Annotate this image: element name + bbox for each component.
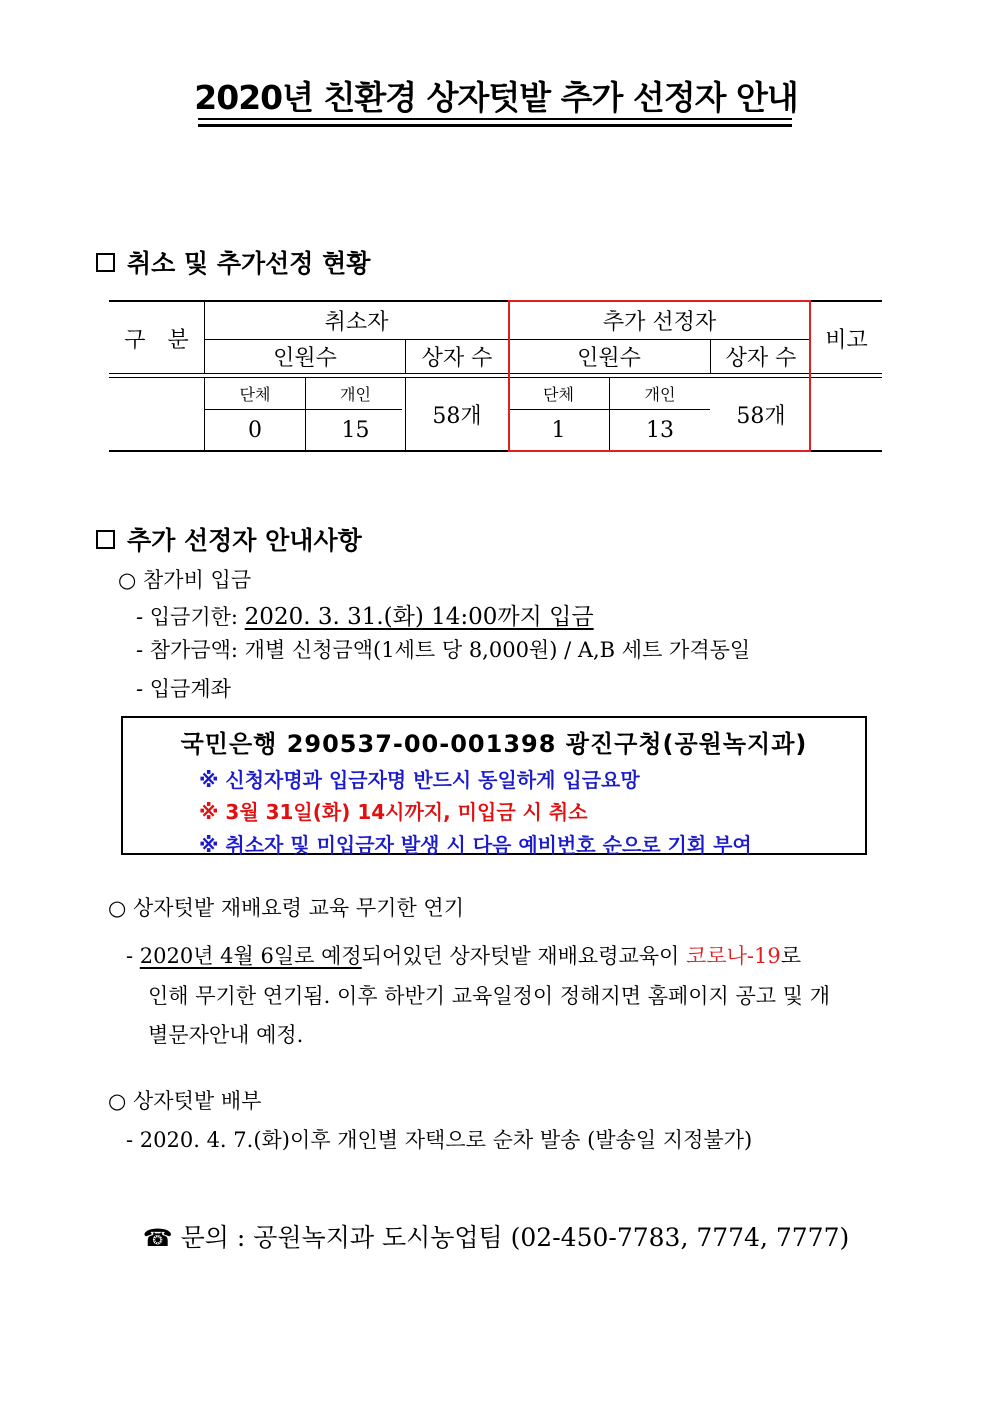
section1-heading-text: 취소 및 추가선정 현황 [127,249,371,278]
note-header: 비고 [825,327,868,353]
cancel-group-label: 단체 [239,385,271,404]
deadline-label: - 입금기한: [136,605,245,629]
delivery-title: ○ 상자텃밭 배부 [108,1089,262,1113]
section2-heading-text: 추가 선정자 안내사항 [127,526,362,555]
account-note-3: ※ 취소자 및 미입금자 발생 시 다음 예비번호 순으로 기회 부여 [199,833,752,857]
cancel-header: 취소자 [324,310,389,335]
section2-heading [96,521,362,557]
add-box-label: 상자 수 [725,346,797,371]
add-boxes-value: 58개 [736,403,786,429]
account-box [121,716,867,855]
section1-heading [96,244,370,280]
education-line-2: 인해 무기한 연기됨. 이후 하반기 교육일정이 정해지면 홈페이지 공고 및 개 [148,984,831,1008]
add-group-value: 1 [551,417,566,443]
cancel-group-value: 0 [248,417,262,443]
account-label: - 입금계좌 [136,677,231,701]
phone-icon: ☎ [142,1224,173,1252]
add-individual-label: 개인 [644,385,676,404]
contact-text: 문의 : 공원녹지과 도시농업팀 (02-450-7783, 7774, 7777) [180,1223,850,1252]
add-header: 추가 선정자 [602,310,717,335]
education-mid: 되어있던 상자텃밭 재배요령교육이 [361,944,687,968]
checkbox-icon [96,253,115,272]
education-line-1 [126,940,801,970]
cancel-individual-value: 15 [341,417,370,443]
account-note-2: ※ 3월 31일(화) 14시까지, 미입금 시 취소 [199,800,588,824]
page-title: 2020년 친환경 상자텃밭 추가 선정자 안내 [194,78,798,117]
education-dash: - [126,944,140,968]
education-line-3: 별문자안내 예정. [148,1023,304,1047]
delivery-line: - 2020. 4. 7.(화)이후 개인별 자택으로 순차 발송 (발송일 지정불가) [126,1128,753,1152]
cancel-individual-label: 개인 [340,385,371,404]
cancel-boxes-value: 58개 [432,403,482,429]
add-people-label: 인원수 [577,346,641,371]
deadline-line [136,598,594,631]
account-note-1: ※ 신청자명과 입금자명 반드시 동일하게 입금요망 [199,768,640,792]
cancel-box-label: 상자 수 [421,346,493,371]
title-rule-thin [198,118,792,120]
education-date: 2020년 4월 6일로 예정 [139,944,362,968]
col-gubun: 구 분 [124,327,189,353]
fee-title: ○ 참가비 입금 [118,568,252,592]
education-end: 로 [780,944,802,968]
add-individual-value: 13 [646,417,674,443]
education-title: ○ 상자텃밭 재배요령 교육 무기한 연기 [108,896,464,920]
deadline-value: 2020. 3. 31.(화) 14:00까지 입금 [244,604,594,630]
checkbox-icon [96,530,115,549]
amount-line: - 참가금액: 개별 신청금액(1세트 당 8,000원) / A,B 세트 가격동일 [136,638,751,662]
add-group-label: 단체 [543,385,574,404]
title-rule-thick [198,124,792,127]
contact-line [0,1218,992,1254]
status-table [109,300,882,452]
cancel-people-label: 인원수 [273,346,337,371]
education-covid: 코로나-19 [686,944,781,968]
bank-account: 국민은행 290537-00-001398 광진구청(공원녹지과) [180,730,808,758]
